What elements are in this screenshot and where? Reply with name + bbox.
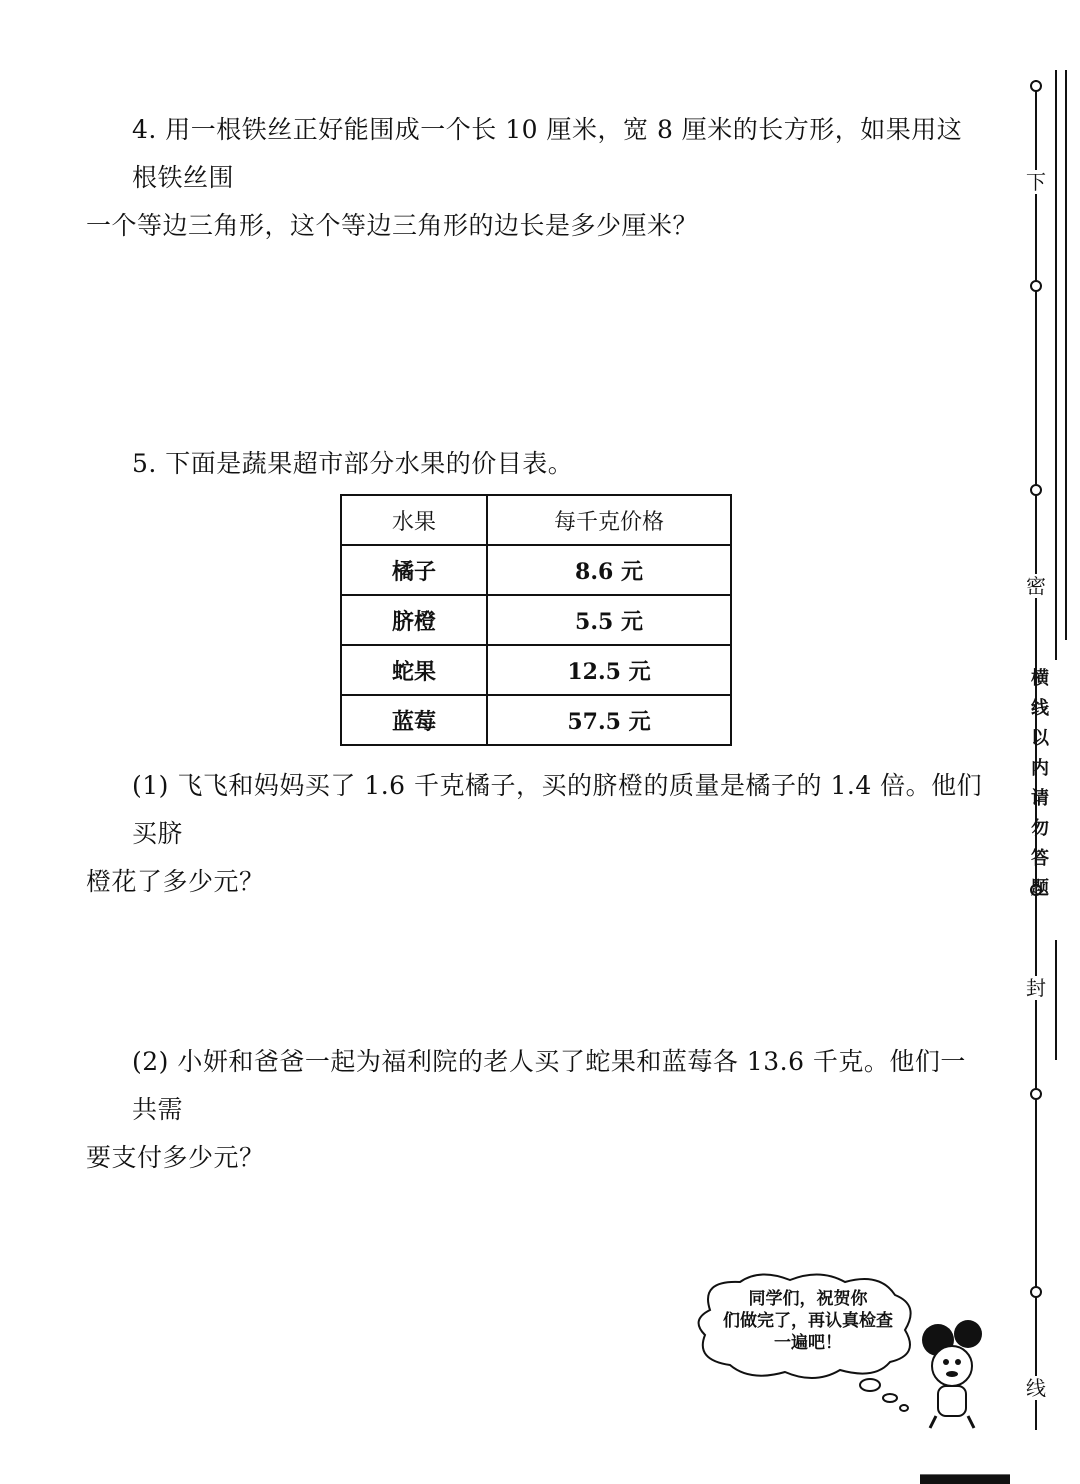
table-cell-price: 57.5 元 xyxy=(487,695,731,745)
table-header-row xyxy=(341,495,731,545)
table-cell-fruit: 橘子 xyxy=(341,545,487,595)
table-cell-fruit: 蓝莓 xyxy=(341,695,487,745)
cloud-line-1: 同学们，祝贺你 xyxy=(748,1289,868,1309)
question-5-intro xyxy=(86,440,986,488)
table-header-fruit: 水果 xyxy=(341,495,487,545)
table-cell-price: 5.5 元 xyxy=(487,595,731,645)
cloud-line-2: 们做完了，再认真检查 xyxy=(723,1311,893,1331)
table-cell-fruit: 蛇果 xyxy=(341,645,487,695)
margin-note: 横线以内请勿答题 xyxy=(1031,668,1049,899)
margin-label-xia: 下 xyxy=(1026,170,1046,194)
question-4-line2: 一个等边三角形，这个等边三角形的边长是多少厘米？ xyxy=(86,211,699,240)
question-5-intro-text: 5. 下面是蔬果超市部分水果的价目表。 xyxy=(132,449,574,478)
question-5-part-1-line2: 橙花了多少元？ xyxy=(86,867,265,896)
table-row xyxy=(341,695,731,745)
margin-label-mi: 密 xyxy=(1026,574,1046,598)
table-row xyxy=(341,595,731,645)
price-table xyxy=(340,494,732,746)
margin-label-xian: 线 xyxy=(1026,1376,1046,1400)
table-cell-price: 8.6 元 xyxy=(487,545,731,595)
question-4 xyxy=(86,106,986,250)
question-5-part-2 xyxy=(86,1038,986,1182)
question-5-part-2-line2: 要支付多少元？ xyxy=(86,1143,265,1172)
question-5-part-2-line1: (2) 小妍和爸爸一起为福利院的老人买了蛇果和蓝莓各 13.6 千克。他们一共需 xyxy=(132,1047,966,1124)
table-cell-price: 12.5 元 xyxy=(487,645,731,695)
binding-margin xyxy=(1000,0,1080,1484)
question-5-part-1-line1: (1) 飞飞和妈妈买了 1.6 千克橘子，买的脐橙的质量是橘子的 1.4 倍。他们买脐 xyxy=(132,771,983,848)
question-4-line1: 4. 用一根铁丝正好能围成一个长 10 厘米，宽 8 厘米的长方形，如果用这根铁丝围 xyxy=(132,115,963,192)
table-row xyxy=(341,545,731,595)
table-cell-fruit: 脐橙 xyxy=(341,595,487,645)
cloud-message xyxy=(708,1288,908,1354)
page-footer-mark xyxy=(920,1468,1010,1484)
question-5-part-1 xyxy=(86,762,986,906)
table-header-price: 每千克价格 xyxy=(487,495,731,545)
table-row xyxy=(341,645,731,695)
encouragement-cloud xyxy=(690,1270,990,1430)
margin-label-feng: 封 xyxy=(1026,976,1046,1000)
cloud-line-3: 一遍吧！ xyxy=(774,1333,842,1353)
